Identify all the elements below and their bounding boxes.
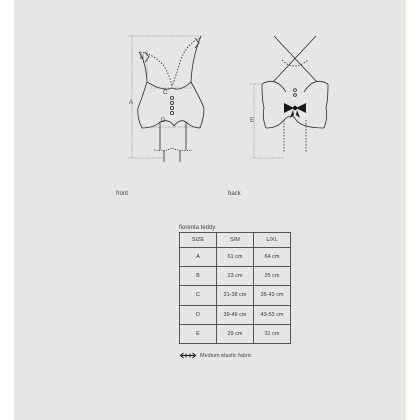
cell-sm: 39-49 cm bbox=[217, 305, 254, 324]
table-row bbox=[180, 286, 291, 305]
size-table-header bbox=[180, 233, 291, 248]
cell-sm: 23 cm bbox=[217, 267, 254, 286]
garment-drawings bbox=[14, 0, 406, 200]
table-row bbox=[180, 267, 291, 286]
back-dimension-lines bbox=[250, 84, 284, 158]
cell-lxl: 25 cm bbox=[254, 267, 291, 286]
cross-straps bbox=[273, 36, 317, 82]
table-row bbox=[180, 305, 291, 324]
dim-label-b: B bbox=[140, 55, 145, 61]
row-label: B bbox=[180, 267, 217, 286]
cell-lxl: 64 cm bbox=[254, 248, 291, 267]
cell-lxl: 31 cm bbox=[254, 324, 291, 343]
fabric-legend bbox=[179, 352, 252, 359]
fabric-label: Medium elastic fabric bbox=[200, 352, 252, 359]
header-sm: S/M bbox=[217, 233, 254, 248]
table-row bbox=[180, 324, 291, 343]
cell-sm: 31-38 cm bbox=[217, 286, 254, 305]
front-bead-chain bbox=[170, 96, 173, 114]
table-row bbox=[180, 248, 291, 267]
dim-label-a: A bbox=[129, 100, 134, 106]
back-bead-chain bbox=[294, 89, 297, 97]
row-label: E bbox=[180, 324, 217, 343]
spec-sheet bbox=[14, 0, 406, 420]
size-table bbox=[179, 232, 291, 344]
cell-lxl: 43-53 cm bbox=[254, 305, 291, 324]
header-lxl: L/XL bbox=[254, 233, 291, 248]
cell-sm: 61 cm bbox=[217, 248, 254, 267]
dim-label-d: D bbox=[161, 118, 166, 124]
bow bbox=[284, 103, 306, 118]
row-label: C bbox=[180, 286, 217, 305]
row-label: A bbox=[180, 248, 217, 267]
front-view-drawing bbox=[138, 36, 204, 162]
dim-label-c: C bbox=[163, 90, 168, 96]
front-view-label: front bbox=[116, 191, 129, 197]
header-size: SIZE bbox=[180, 233, 217, 248]
cell-sm: 29 cm bbox=[217, 324, 254, 343]
stretch-arrows-icon bbox=[179, 352, 197, 359]
cell-lxl: 35-43 cm bbox=[254, 286, 291, 305]
size-table-title: fiorenta teddy bbox=[179, 225, 216, 231]
dim-label-e: E bbox=[250, 118, 255, 124]
back-view-label: back bbox=[228, 191, 241, 197]
back-view-drawing bbox=[262, 36, 328, 152]
row-label: D bbox=[180, 305, 217, 324]
